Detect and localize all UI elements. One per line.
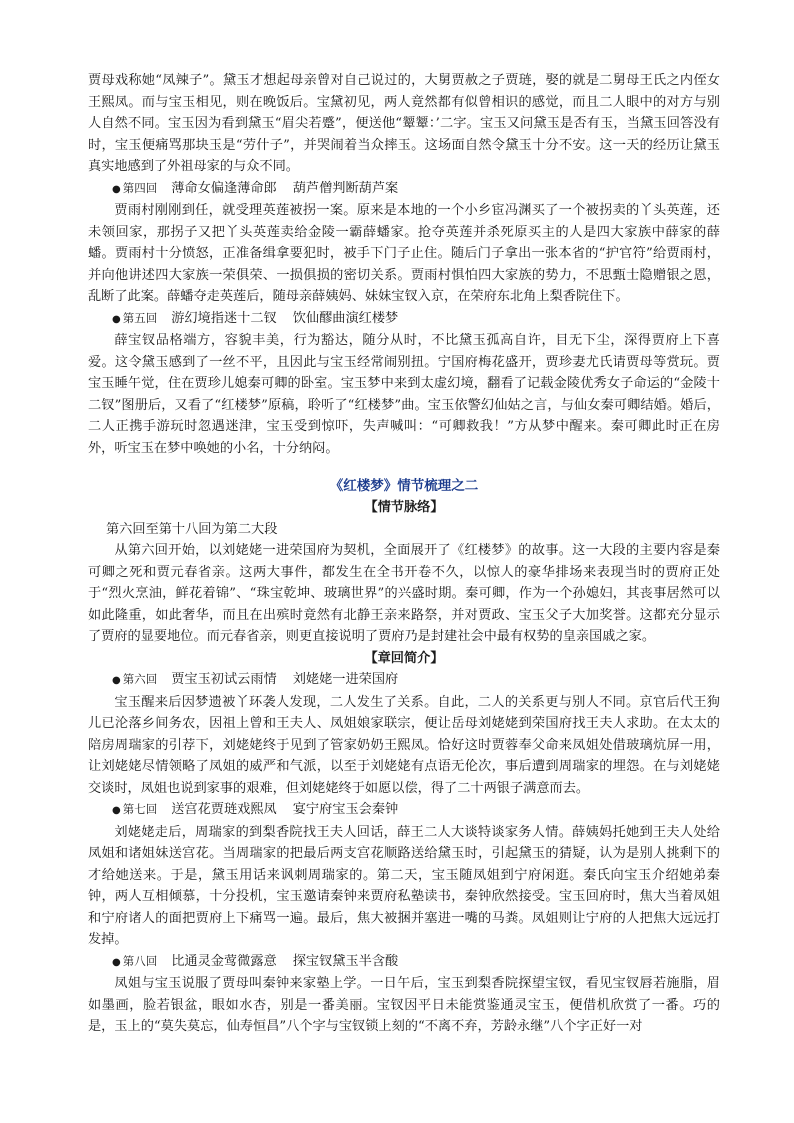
- chapter-5-heading: [88, 308, 720, 331]
- bullet-icon: ●: [112, 805, 121, 816]
- chapter-number: 第六回: [122, 672, 158, 686]
- chapter-title-a: 比通灵金莺微露意: [171, 953, 277, 969]
- chapter-title-b: 探宝钗黛玉半含酸: [292, 953, 399, 969]
- chapter-5-summary: 薛宝钗品格端方，容貌丰美，行为豁达，随分从时，不比黛玉孤高自许，目无下尘，深得贾府上下喜爱。这令黛玉感到了一丝不平，且因此与宝玉经常闹别扭。宁国府梅花盛开，贾珍妻尤氏请贾母等赏玩。贾宝玉睡午觉，住在贾珍儿媳秦可卿的卧室。宝玉梦中来到太虚幻境，翻看了记载金陵优秀女子命运的“金陵十二钗”图册后，又看了“红楼梦”原稿，聆听了“红楼梦”曲。宝玉依警幻仙姑之言，与仙女秦可卿结婚。婚后，二人正携手游玩时忽遇迷津，宝玉受到惊吓，失声喊叫：“可卿救我！”方从梦中醒来。秦可卿此时正在房外，听宝玉在梦中唤她的小名，十分纳闷。: [88, 333, 720, 456]
- chapter-7-heading: [88, 799, 720, 822]
- chapter-number: 第五回: [122, 310, 158, 325]
- bullet-icon: ●: [112, 675, 121, 686]
- chapter-4-heading: [88, 178, 720, 201]
- document-page: [88, 70, 720, 1038]
- chapter-title-b: 宴宁府宝玉会秦钟: [292, 802, 399, 817]
- chapter-title-b: 饮仙醪曲演红楼梦: [292, 310, 399, 326]
- bullet-icon: ●: [112, 313, 121, 325]
- chapter-title-a: 贾宝玉初试云雨情: [171, 672, 277, 687]
- chapter-title-b: 刘姥姥一进荣国府: [292, 672, 399, 687]
- plot-paragraph: 从第六回开始，以刘姥姥一进荣国府为契机，全面展开了《红楼梦》的故事。这一大段的主要内容是秦可卿之死和贾元春省亲。这两大事件，都发生在全书开卷不久，以惊人的豪华排场来表现当时的贾府正处于“烈火烹油，鲜花着锦”、“珠宝乾坤、玻璃世界”的兴盛时期。秦可卿，作为一个孙媳妇，其丧事居然可以如此隆重，如此奢华，而且在出殡时竟然有北静王亲来路祭，并对贾政、宝玉父子大加奖誉。这都充分显示了贾府的显要地位。而元春省亲，则更直接说明了贾府乃是封建社会中最有权势的皇亲国戚之家。: [88, 543, 720, 644]
- chapter-6-summary: 宝玉醒来后因梦遗被丫环袭人发现，二人发生了关系。自此，二人的关系更与别人不同。京官后代王狗儿已沦落乡间务农，因祖上曾和王夫人、凤姐娘家联宗，便让岳母刘姥姥到荣国府找王夫人求助。在太太的陪房周瑞家的引荐下，刘姥姥终于见到了管家奶奶王熙凤。恰好这时贾蓉奉父命来凤姐处借玻璃炕屏一用，让刘姥姥尽情领略了凤姐的威严和气派，以至于刘姥姥有点语无伦次，事后遭到周瑞家的埋怨。在与刘姥姥交谈时，凤姐也说到家事的艰难，但刘姥姥终于如愿以偿，得了二十两银子满意而去。: [88, 694, 720, 796]
- chapter-title-a: 薄命女偏逢薄命郎: [171, 180, 277, 196]
- range-line: 第六回至第十八回为第二大段: [106, 521, 278, 537]
- chapter-8-heading: [88, 951, 720, 974]
- plot-heading: 【情节脉络】: [364, 500, 444, 515]
- chapter-number: 第八回: [122, 953, 158, 968]
- chapter-number: 第七回: [122, 802, 158, 816]
- section-title: 《红楼梦》情节梳理之二: [329, 478, 479, 494]
- intro-paragraph: 贾母戏称她“凤辣子”。黛玉才想起母亲曾对自己说过的，大舅贾赦之子贾琏，娶的就是二舅母王氏之内侄女王熙凤。而与宝玉相见，则在晚饭后。宝黛初见，两人竟然都有似曾相识的感觉，而且二人眼中的对方与别人自然不同。宝玉因为看到黛玉“眉尖若蹙”，便送他“颦颦：’二字。宝玉又问黛玉是否有玉，当黛玉回答没有时，宝玉便痛骂那块玉是“劳什子”，并哭闹着当众摔玉。这场面自然令黛玉十分不安。这一天的经历让黛玉真实地感到了外祖母家的与众不同。: [88, 73, 720, 174]
- chapter-7-summary: 刘姥姥走后，周瑞家的到梨香院找王夫人回话，薛王二人大谈特谈家务人情。薛姨妈托她到王夫人处给凤姐和诸姐妹送宫花。当周瑞家的把最后两支宫花顺路送给黛玉时，引起黛玉的猜疑，认为是别人挑剩下的才给她送来。于是，黛玉用话来讽刺周瑞家的。第二天，宝玉随凤姐到宁府闲逛。秦氏向宝玉介绍她弟秦钟，两人互相倾慕，十分投机，宝玉邀请秦钟来贾府私塾读书，秦钟欣然接受。宝玉回府时，焦大当着凤姐和宁府诸人的面把贾府上下痛骂一遍。最后，焦大被捆并塞进一嘴的马粪。凤姐则让宁府的人把焦大远远打发掉。: [88, 824, 720, 947]
- chapter-number: 第四回: [122, 180, 158, 195]
- chapter-title-a: 游幻境指迷十二钗: [171, 310, 277, 326]
- bullet-icon: ●: [112, 956, 121, 968]
- chapter-6-heading: [88, 669, 720, 692]
- chapters-heading: 【章回简介】: [364, 650, 444, 666]
- chapter-8-summary: 凤姐与宝玉说服了贾母叫秦钟来家塾上学。一日午后，宝玉到梨香院探望宝钗，看见宝钗唇若施脂，眉如墨画，脸若银盆，眼如水杏，别是一番美丽。宝钗因平日未能赏鉴通灵宝玉，便借机欣赏了一番。巧的是，玉上的“莫失莫忘，仙寿恒昌”八个字与宝钗锁上刻的“不离不弃，芳龄永继”八个字正好一对: [88, 976, 720, 1034]
- chapter-title-a: 送宫花贾琏戏熙凤: [171, 802, 277, 817]
- chapter-4-summary: 贾雨村刚刚到任，就受理英莲被拐一案。原来是本地的一个小乡宦冯渊买了一个被拐卖的丫头英莲，还未领回家，那拐子又把丫头英莲卖给金陵一霸薛蟠家。抢夺英莲并杀死原买主的人是四大家族中薛家的薛蟠。贾雨村十分愤怒，正准备缉拿要犯时，被手下门子止住。随后门子拿出一张本省的“护官符”给贾雨村，并向他讲述四大家族一荣俱荣、一损俱损的密切关系。贾雨村惧怕四大家族的势力，不思甄士隐赠银之恩，乱断了此案。薛蟠夺走英莲后，随母亲薛姨妈、妹妹宝钗入京，在荣府东北角上梨香院住下。: [88, 203, 720, 304]
- chapter-title-b: 葫芦僧判断葫芦案: [292, 180, 399, 196]
- bullet-icon: ●: [112, 183, 121, 195]
